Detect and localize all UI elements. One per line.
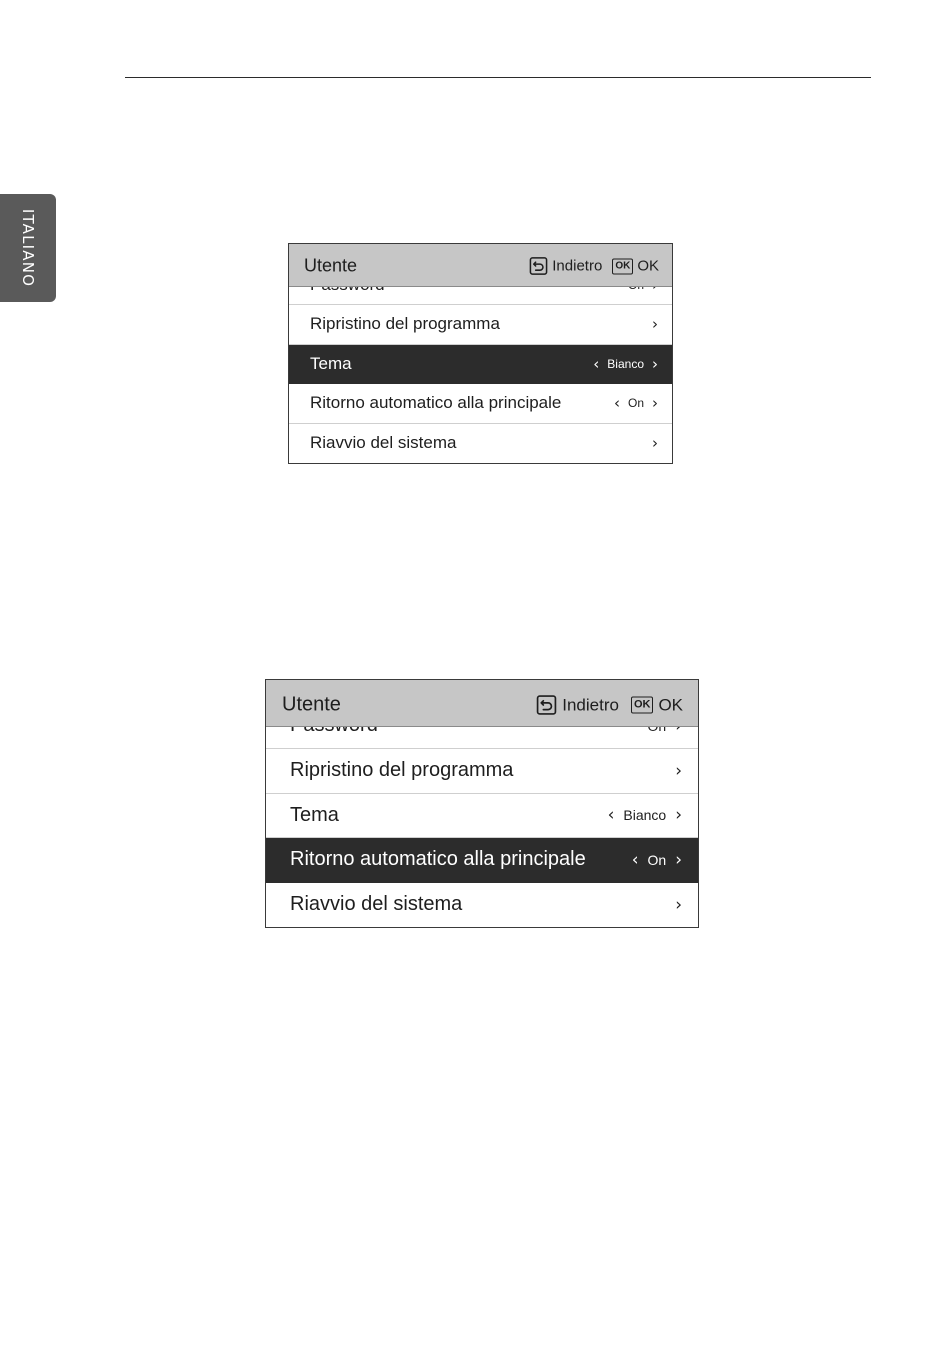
language-side-tab xyxy=(0,194,56,302)
chevron-left-icon[interactable]: ‹ xyxy=(631,849,639,870)
menu-item-value-group xyxy=(675,761,682,781)
menu-item-value: Bianco xyxy=(607,356,644,371)
menu-item-value-group xyxy=(632,850,682,870)
menu-item-label: Ritorno automatico alla principale xyxy=(290,848,586,871)
ok-label[interactable]: OK xyxy=(658,695,683,714)
chevron-right-icon[interactable]: › xyxy=(675,849,682,870)
menu-item-label: Ripristino del programma xyxy=(310,314,500,334)
menu-item-value: On xyxy=(647,851,667,868)
back-arrow-icon[interactable] xyxy=(536,695,557,716)
menu-item-value-group xyxy=(593,355,658,373)
menu-item-system-restart[interactable] xyxy=(266,883,698,928)
header-buttons xyxy=(529,257,659,276)
chevron-right-icon[interactable]: › xyxy=(652,315,658,334)
menu-item-reset-program[interactable] xyxy=(289,305,672,345)
ok-icon[interactable]: OK xyxy=(631,697,654,714)
chevron-right-icon[interactable]: › xyxy=(652,354,658,373)
menu-list xyxy=(266,727,698,927)
menu-list xyxy=(289,287,672,463)
menu-item-theme[interactable] xyxy=(266,794,698,839)
menu-item-value: Bianco xyxy=(623,807,667,824)
menu-item-auto-return-home[interactable] xyxy=(266,838,698,883)
menu-item-value: On xyxy=(627,396,644,411)
language-side-tab-label: ITALIANO xyxy=(19,208,37,288)
menu-item-label: Tema xyxy=(310,353,352,373)
chevron-right-icon[interactable]: › xyxy=(675,760,682,781)
menu-item-label: Riavvio del sistema xyxy=(310,433,457,453)
chevron-right-icon[interactable]: › xyxy=(675,805,682,826)
screen-title: Utente xyxy=(282,693,341,716)
chevron-left-icon[interactable]: ‹ xyxy=(607,805,615,826)
user-menu-screen-2 xyxy=(265,679,699,928)
menu-item-value-group xyxy=(608,805,682,825)
ok-icon[interactable]: OK xyxy=(612,258,633,274)
menu-item-reset-program[interactable] xyxy=(266,749,698,794)
back-arrow-icon[interactable] xyxy=(529,257,548,276)
menu-item-password[interactable] xyxy=(289,287,672,305)
menu-item-system-restart[interactable] xyxy=(289,424,672,464)
header-buttons xyxy=(536,695,683,716)
menu-item-label: Ritorno automatico alla principale xyxy=(310,393,562,413)
screen-title: Utente xyxy=(304,255,358,276)
menu-item-label: Riavvio del sistema xyxy=(290,893,463,916)
menu-item-value-group xyxy=(614,394,658,412)
menu-item-auto-return-home[interactable] xyxy=(289,384,672,424)
screen-header xyxy=(289,244,672,287)
chevron-left-icon[interactable]: ‹ xyxy=(613,394,620,413)
user-menu-screen-1 xyxy=(288,243,673,464)
menu-item-password[interactable] xyxy=(266,727,698,749)
menu-item-theme[interactable] xyxy=(289,345,672,385)
menu-item-value-group xyxy=(675,895,682,915)
back-label[interactable]: Indietro xyxy=(562,695,619,714)
menu-item-value-group xyxy=(652,315,658,333)
chevron-right-icon[interactable]: › xyxy=(652,394,658,413)
page-top-rule xyxy=(125,77,871,78)
chevron-left-icon[interactable]: ‹ xyxy=(593,354,600,373)
screen-header xyxy=(266,680,698,727)
menu-item-label: Tema xyxy=(290,803,339,826)
back-label[interactable]: Indietro xyxy=(552,257,603,275)
menu-item-label: Ripristino del programma xyxy=(290,759,514,782)
chevron-right-icon[interactable]: › xyxy=(675,894,682,915)
ok-label[interactable]: OK xyxy=(637,257,659,275)
menu-item-value-group xyxy=(652,434,658,452)
chevron-right-icon[interactable]: › xyxy=(652,434,658,453)
